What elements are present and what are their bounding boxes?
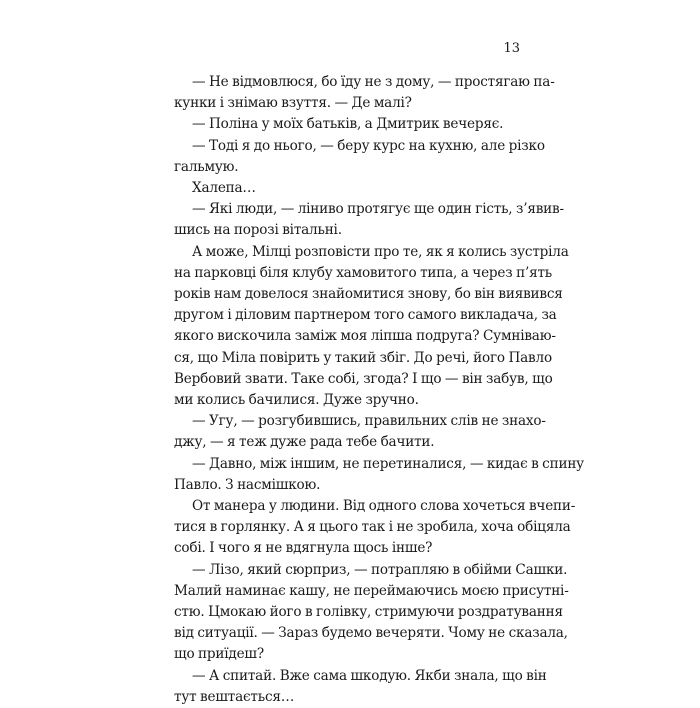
text-line: якого вискочила заміж моя ліпша подруга? Сумніваю-	[174, 328, 556, 345]
text-line: шись на порозі вітальні.	[174, 222, 342, 239]
text-line: ми колись бачилися. Дуже зручно.	[174, 392, 419, 409]
text-line: тися в горлянку. А я цього так і не зробила, хоча обіцяла	[174, 519, 571, 536]
text-line: — Не відмовлюся, бо їду не з дому, — простягаю па-	[192, 74, 555, 90]
text-line: — Угу, — розгубившись, правильних слів не знахо-	[192, 413, 546, 430]
text-line: на парковці біля клубу хамовитого типа, а через п’ять	[174, 264, 552, 281]
text-line: От манера у людини. Від одного слова хочеться вчепи-	[192, 498, 576, 515]
text-line: — Тоді я до нього, — беру курс на кухню, але різко	[192, 137, 545, 154]
text-line: гальмую.	[174, 158, 239, 175]
text-line: тут вештається…	[174, 688, 295, 705]
body-text	[174, 72, 584, 708]
text-line: що приїдеш?	[174, 646, 264, 663]
text-line: кунки і знімаю взуття. — Де малі?	[174, 95, 412, 112]
text-line: — А спитай. Вже сама шкодую. Якби знала, що він	[192, 667, 547, 684]
text-line: стю. Цмокаю його в голівку, стримуючи роздратування	[174, 604, 563, 621]
text-line: — Давно, між іншим, не перетиналися, — кидає в спину	[192, 455, 584, 472]
text-line: Вербовий звати. Таке собі, згода? І що — він забув, що	[174, 370, 553, 387]
text-line: Павло. З насмішкою.	[174, 476, 321, 493]
text-line: від ситуації. — Зараз будемо вечеряти. Чому не сказала,	[174, 625, 568, 642]
text-line: другом і діловим партнером того самого викладача, за	[174, 307, 557, 324]
text-line: Малий наминає кашу, не переймаючись моєю присутні-	[174, 582, 569, 599]
text-line: ся, що Міла повірить у такий збіг. До речі, його Павло	[174, 349, 552, 366]
text-line: — Лізо, який сюрприз, — потрапляю в обійми Сашки.	[192, 561, 568, 578]
page-number: 13	[503, 41, 520, 56]
text-line: собі. І чого я не вдягнула щось інше?	[174, 540, 433, 557]
text-line: Халепа…	[192, 180, 256, 197]
text-line: А може, Мілці розповісти про те, як я колись зустріла	[192, 243, 569, 260]
text-line: — Які люди, — ліниво протягує ще один гість, з’явив-	[192, 201, 564, 218]
text-line: джу, — я теж дуже рада тебе бачити.	[174, 434, 435, 451]
text-line: років нам довелося знайомитися знову, бо він виявився	[174, 286, 563, 303]
text-line: — Поліна у моїх батьків, а Дмитрик вечеряє.	[192, 116, 504, 133]
